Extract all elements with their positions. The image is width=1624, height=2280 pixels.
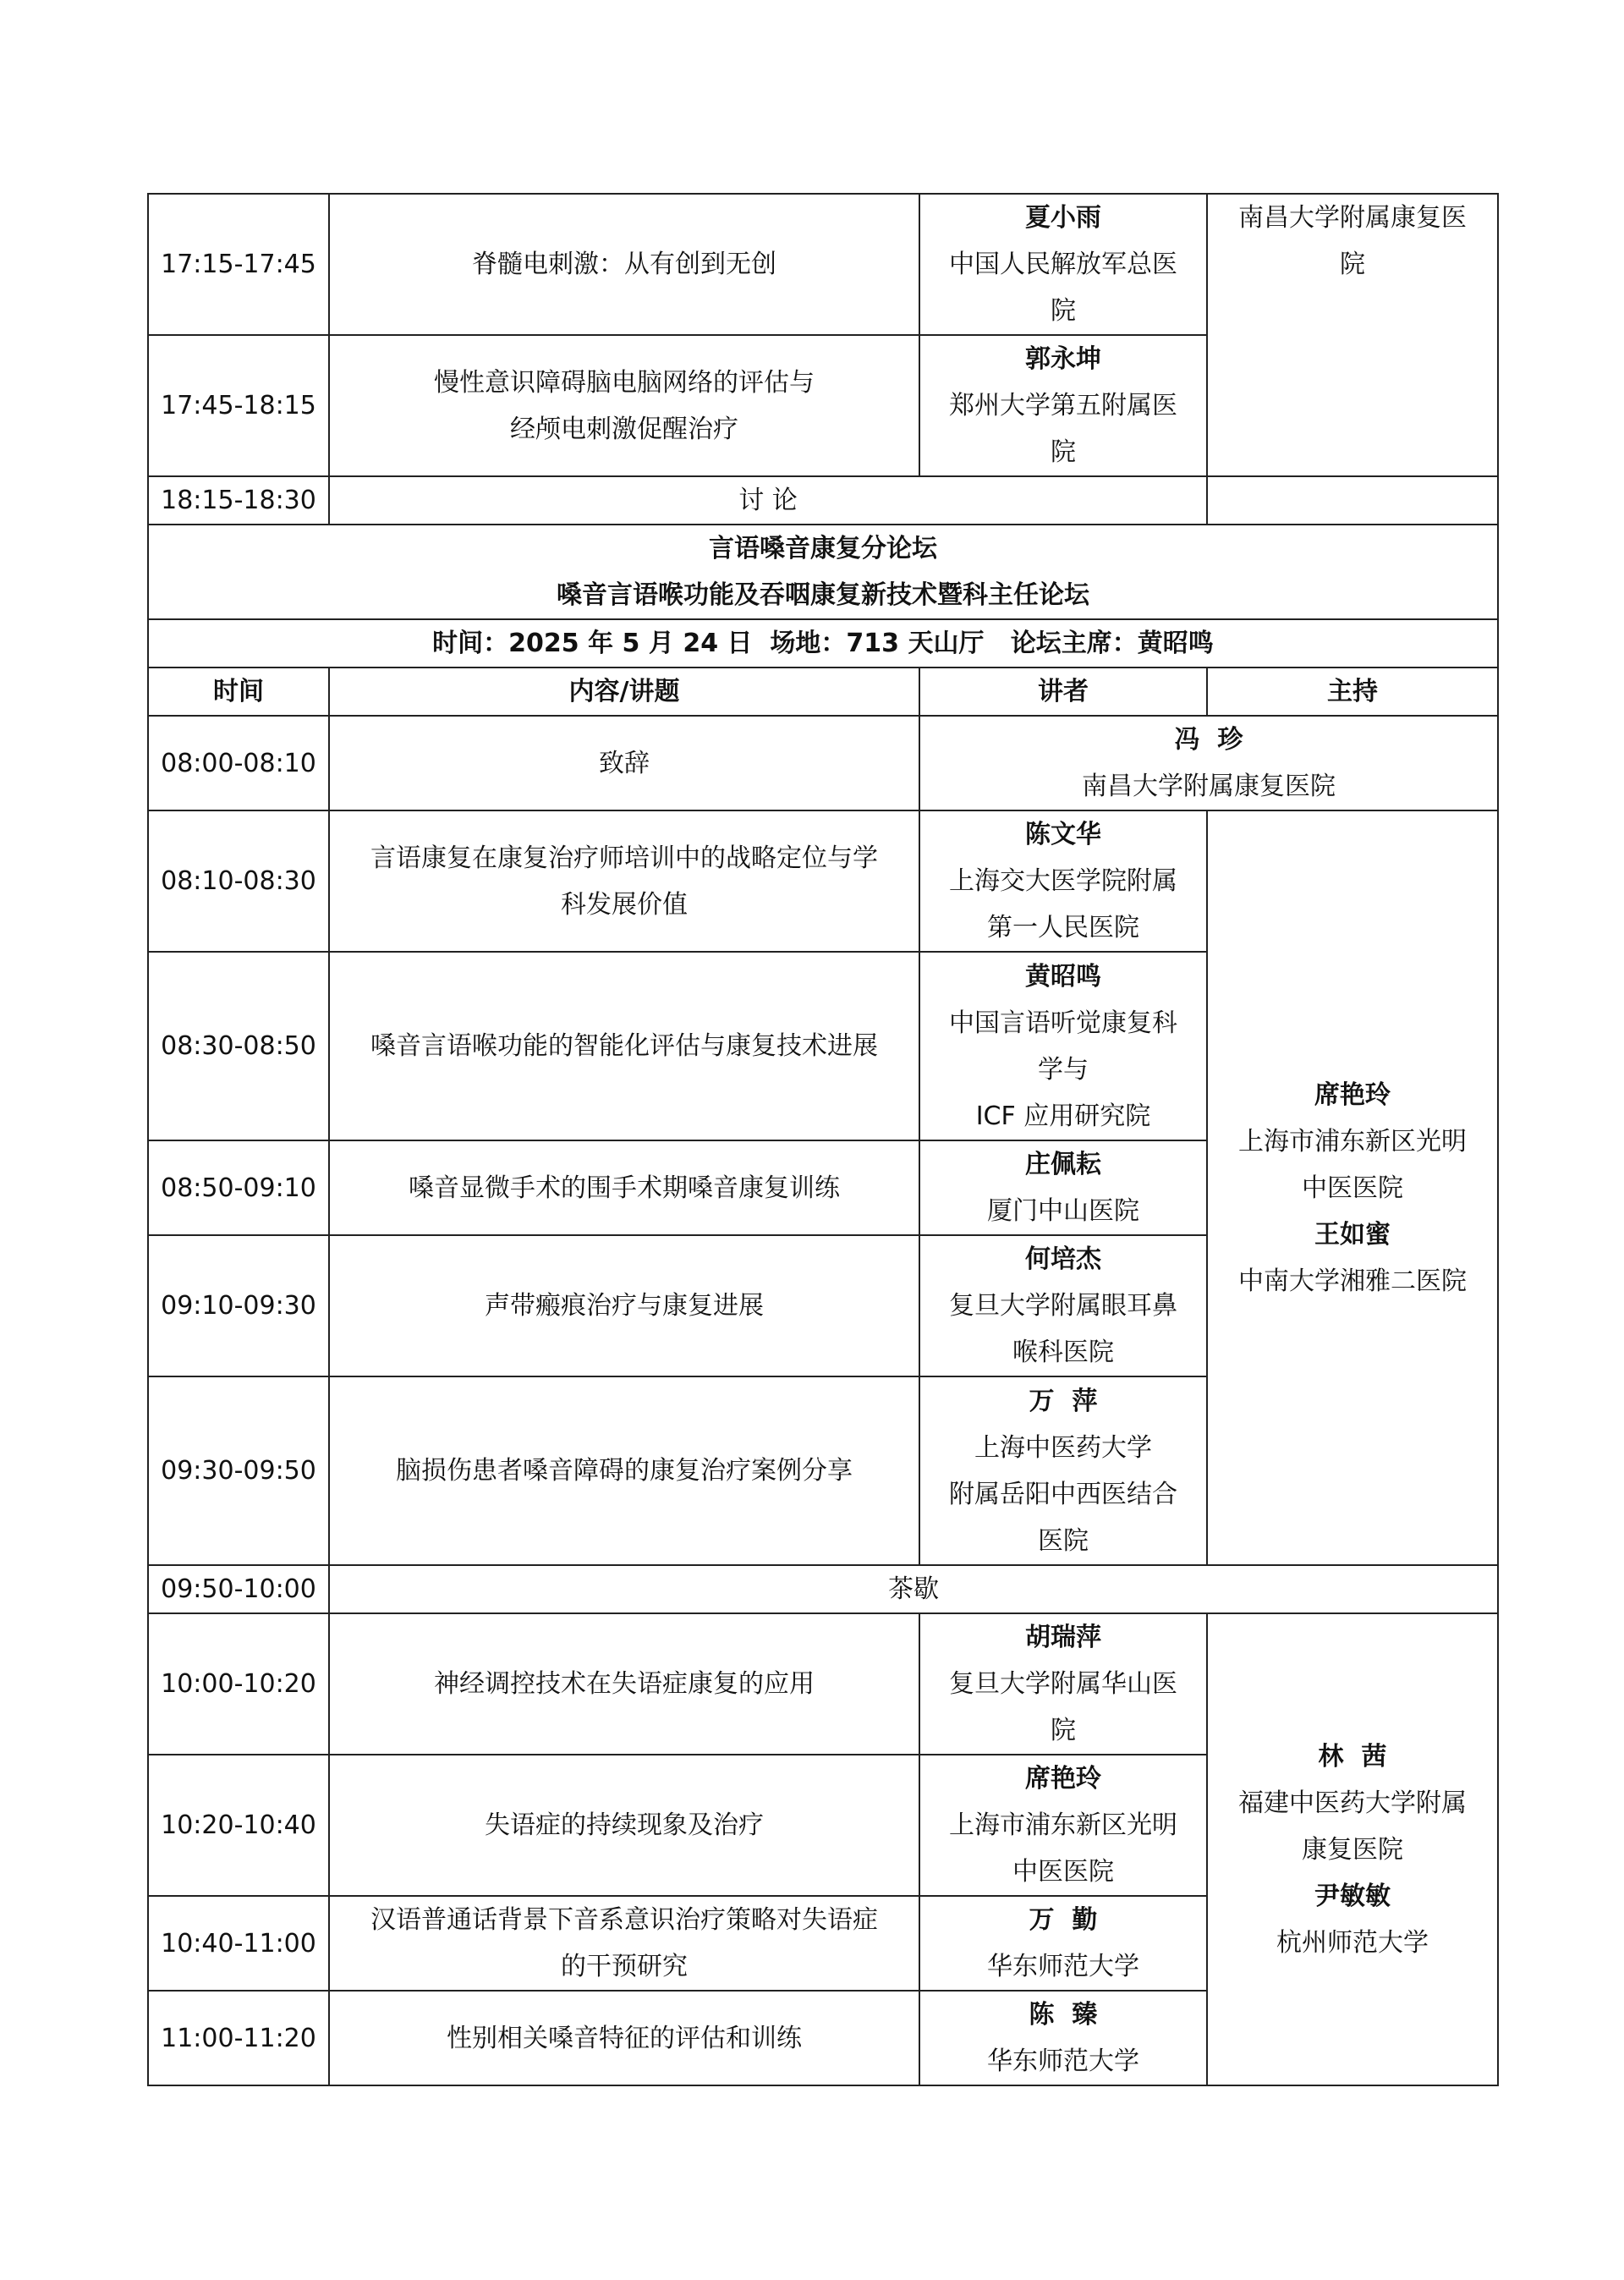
header-time: 时间 [148, 668, 329, 716]
time-cell: 08:50-09:10 [148, 1140, 329, 1235]
speaker-cell: 胡瑞萍 复旦大学附属华山医 院 [919, 1613, 1207, 1755]
table-row [148, 1565, 1498, 1613]
header-host: 主持 [1207, 668, 1498, 716]
topic-cell: 嗓音显微手术的围手术期嗓音康复训练 [329, 1140, 919, 1235]
time-cell: 09:50-10:00 [148, 1565, 329, 1613]
speaker-cell: 郭永坤 郑州大学第五附属医 院 [919, 335, 1207, 476]
time-cell: 09:30-09:50 [148, 1376, 329, 1565]
forum-subtitle: 嗓音言语喉功能及吞咽康复新技术暨科主任论坛 [557, 580, 1089, 610]
topic-cell: 神经调控技术在失语症康复的应用 [329, 1613, 919, 1755]
host-cell: 南昌大学附属康复医 院 [1207, 194, 1498, 476]
host-cell: 林 茜 福建中医药大学附属 康复医院 尹敏敏 杭州师范大学 [1207, 1613, 1498, 2085]
empty-cell [1207, 476, 1498, 525]
speaker-name: 陈文华 [1025, 820, 1101, 849]
tea-break-cell: 茶歇 [329, 1565, 1498, 1613]
time-cell: 10:40-11:00 [148, 1896, 329, 1991]
speaker-cell: 万 勤 华东师范大学 [919, 1896, 1207, 1991]
table-row [148, 1613, 1498, 1755]
forum-info: 时间：2025 年 5 月 24 日 场地：713 天山厅 论坛主席：黄昭鸣 [148, 619, 1498, 668]
time-cell: 10:00-10:20 [148, 1613, 329, 1755]
time-cell: 08:30-08:50 [148, 952, 329, 1140]
speaker-cell: 席艳玲 上海市浦东新区光明 中医医院 [919, 1755, 1207, 1896]
header-topic: 内容/讲题 [329, 668, 919, 716]
topic-cell: 慢性意识障碍脑电脑网络的评估与 经颅电刺激促醒治疗 [329, 335, 919, 476]
time-cell: 17:45-18:15 [148, 335, 329, 476]
topic-cell: 致辞 [329, 716, 919, 810]
speaker-cell: 夏小雨 中国人民解放军总医 院 [919, 194, 1207, 335]
host-name: 尹敏敏 [1314, 1881, 1391, 1911]
speaker-name: 何培杰 [1025, 1244, 1101, 1274]
forum-title-cell [148, 525, 1498, 619]
speaker-name: 郭永坤 [1025, 344, 1101, 374]
speaker-name: 庄佩耘 [1025, 1150, 1101, 1179]
speaker-name: 万 萍 [1029, 1386, 1098, 1416]
time-cell: 18:15-18:30 [148, 476, 329, 525]
schedule-table [147, 193, 1499, 2086]
speaker-cell: 黄昭鸣 中国言语听觉康复科 学与 ICF 应用研究院 [919, 952, 1207, 1140]
speaker-name: 胡瑞萍 [1025, 1623, 1101, 1652]
speaker-cell: 陈文华 上海交大医学院附属 第一人民医院 [919, 810, 1207, 952]
table-row [148, 476, 1498, 525]
time-cell: 17:15-17:45 [148, 194, 329, 335]
topic-cell: 声带瘢痕治疗与康复进展 [329, 1235, 919, 1376]
time-cell: 09:10-09:30 [148, 1235, 329, 1376]
speaker-cell: 庄佩耘 厦门中山医院 [919, 1140, 1207, 1235]
speaker-cell: 冯 珍 南昌大学附属康复医院 [919, 716, 1498, 810]
time-cell: 08:00-08:10 [148, 716, 329, 810]
topic-cell: 言语康复在康复治疗师培训中的战略定位与学 科发展价值 [329, 810, 919, 952]
time-cell: 11:00-11:20 [148, 1991, 329, 2085]
speaker-name: 席艳玲 [1025, 1764, 1101, 1794]
speaker-name: 万 勤 [1029, 1905, 1098, 1935]
host-name: 席艳玲 [1314, 1080, 1391, 1110]
host-name: 林 茜 [1318, 1741, 1387, 1772]
topic-cell: 嗓音言语喉功能的智能化评估与康复技术进展 [329, 952, 919, 1140]
speaker-cell: 万 萍 上海中医药大学 附属岳阳中西医结合 医院 [919, 1376, 1207, 1565]
speaker-name: 夏小雨 [1025, 203, 1101, 233]
time-cell: 08:10-08:30 [148, 810, 329, 952]
time-cell: 10:20-10:40 [148, 1755, 329, 1896]
table-row [148, 716, 1498, 810]
topic-cell: 失语症的持续现象及治疗 [329, 1755, 919, 1896]
speaker-name: 陈 臻 [1029, 2000, 1098, 2030]
speaker-cell: 陈 臻 华东师范大学 [919, 1991, 1207, 2085]
speaker-cell: 何培杰 复旦大学附属眼耳鼻 喉科医院 [919, 1235, 1207, 1376]
speaker-name: 黄昭鸣 [1025, 961, 1101, 992]
table-row [148, 810, 1498, 952]
topic-cell: 脑损伤患者嗓音障碍的康复治疗案例分享 [329, 1376, 919, 1565]
topic-cell: 脊髓电刺激：从有创到无创 [329, 194, 919, 335]
discussion-cell: 讨 论 [329, 476, 1207, 525]
forum-title: 言语嗓音康复分论坛 [709, 534, 937, 563]
host-name: 王如蜜 [1314, 1219, 1391, 1250]
forum-title-row [148, 525, 1498, 619]
topic-cell: 汉语普通话背景下音系意识治疗策略对失语症 的干预研究 [329, 1896, 919, 1991]
header-row [148, 668, 1498, 716]
forum-info-row [148, 619, 1498, 668]
topic-cell: 性别相关嗓音特征的评估和训练 [329, 1991, 919, 2085]
table-row [148, 194, 1498, 335]
host-cell: 席艳玲 上海市浦东新区光明 中医医院 王如蜜 中南大学湘雅二医院 [1207, 810, 1498, 1565]
speaker-name: 冯 珍 [1174, 725, 1243, 755]
header-speaker: 讲者 [919, 668, 1207, 716]
